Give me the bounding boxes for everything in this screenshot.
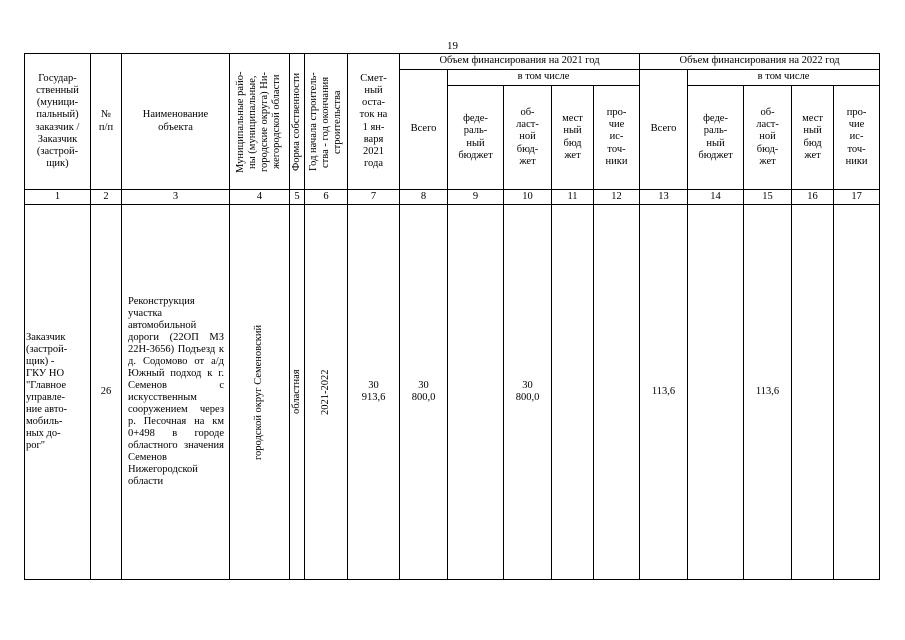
header-financing-2022: Объем финансирования на 2022 год xyxy=(640,54,880,70)
row-federal-2022 xyxy=(688,205,744,580)
column-number: 3 xyxy=(122,190,230,205)
row-other-2021 xyxy=(594,205,640,580)
column-number: 9 xyxy=(448,190,504,205)
header-financing-2021: Объем финансирования на 2021 год xyxy=(400,54,640,70)
header-ownership-cell xyxy=(290,54,305,190)
column-number: 1 xyxy=(25,190,91,205)
row-number: 26 xyxy=(91,205,122,580)
header-total-2021: Всего xyxy=(400,70,448,190)
row-federal-2021 xyxy=(448,205,504,580)
column-number: 14 xyxy=(688,190,744,205)
header-total-2022: Всего xyxy=(640,70,688,190)
header-other-2022: про- чие ис- точ- ники xyxy=(834,86,880,190)
row-other-2022 xyxy=(834,205,880,580)
row-local-2021 xyxy=(552,205,594,580)
column-number: 15 xyxy=(744,190,792,205)
row-object-name: Реконструкция участка автомобильной дороги (22ОП МЗ 22Н-3656) Подъезд к д. Содомово от а/д Южный подход к г. Семенов с искусственным сооружением через р. Песочная на км 0+498 в городе областного значения Семенов Нижегородской области xyxy=(122,205,230,580)
header-regional-2021: об- ласт- ной бюд- жет xyxy=(504,86,552,190)
column-number: 5 xyxy=(290,190,305,205)
column-number: 13 xyxy=(640,190,688,205)
header-municipality-cell xyxy=(230,54,290,190)
header-other-2021: про- чие ис- точ- ники xyxy=(594,86,640,190)
column-number-row xyxy=(25,190,880,205)
header-balance: Смет- ный оста- ток на 1 ян- варя 2021 года xyxy=(348,54,400,190)
header-local-2021: мест ный бюд жет xyxy=(552,86,594,190)
row-customer: Заказчик (застрой- щик) - ГКУ НО "Главное управле- ние авто- мобиль- ных до- рог" xyxy=(25,205,91,580)
row-balance: 30 913,6 xyxy=(348,205,400,580)
header-municipality: Муниципальные райо- ны (муниципальные, городские округа) Ни- жегородской области xyxy=(235,70,283,173)
column-number: 6 xyxy=(305,190,348,205)
row-total-2021: 30 800,0 xyxy=(400,205,448,580)
column-number: 11 xyxy=(552,190,594,205)
header-including-2022: в том числе xyxy=(688,70,880,86)
column-number: 7 xyxy=(348,190,400,205)
table-row xyxy=(25,205,880,580)
header-years: Год начала строитель- ства - год окончания строительства xyxy=(307,72,344,171)
column-number: 10 xyxy=(504,190,552,205)
header-years-cell xyxy=(305,54,348,190)
row-years-cell xyxy=(305,205,348,580)
header-federal-2022: феде- раль- ный бюджет xyxy=(688,86,744,190)
row-regional-2022: 113,6 xyxy=(744,205,792,580)
column-number: 8 xyxy=(400,190,448,205)
header-customer: Государ- ственный (муници- пальный) заказчик / Заказчик (застрой- щик) xyxy=(25,54,91,190)
page-number: 19 xyxy=(447,40,458,52)
column-number: 12 xyxy=(594,190,640,205)
row-regional-2021: 30 800,0 xyxy=(504,205,552,580)
header-number: № п/п xyxy=(91,54,122,190)
row-years: 2021-2022 xyxy=(319,369,331,415)
column-number: 4 xyxy=(230,190,290,205)
column-number: 17 xyxy=(834,190,880,205)
row-municipality: городской округ Семеновский xyxy=(253,324,265,460)
header-object-name: Наименование объекта xyxy=(122,54,230,190)
financing-table xyxy=(24,53,880,580)
header-ownership: Форма собственности xyxy=(291,72,302,171)
header-including-2021: в том числе xyxy=(448,70,640,86)
row-ownership-cell xyxy=(290,205,305,580)
row-municipality-cell xyxy=(230,205,290,580)
row-total-2022: 113,6 xyxy=(640,205,688,580)
column-number: 2 xyxy=(91,190,122,205)
header-federal-2021: феде- раль- ный бюджет xyxy=(448,86,504,190)
header-regional-2022: об- ласт- ной бюд- жет xyxy=(744,86,792,190)
column-number: 16 xyxy=(792,190,834,205)
header-local-2022: мест ный бюд жет xyxy=(792,86,834,190)
row-ownership: областная xyxy=(291,369,302,415)
row-local-2022 xyxy=(792,205,834,580)
